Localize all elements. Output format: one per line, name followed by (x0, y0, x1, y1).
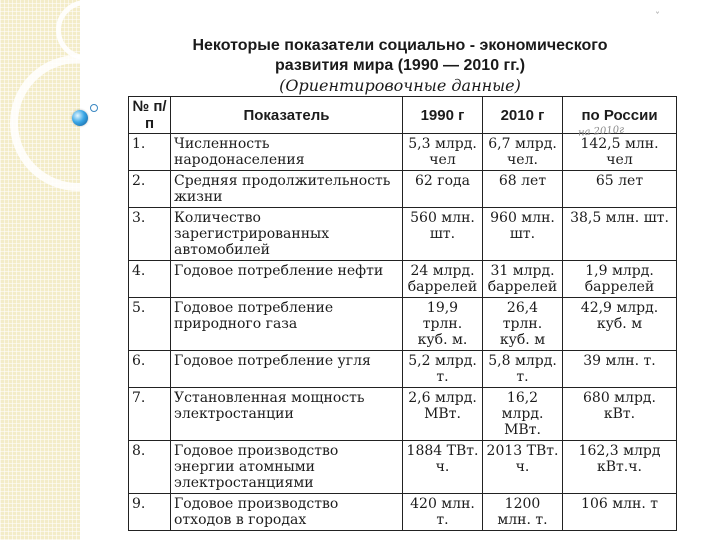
row-number: 2. (129, 171, 171, 208)
value-2010: 2013 ТВт. ч. (483, 441, 563, 494)
stray-mark: ˇ (655, 12, 660, 23)
row-indicator: Годовое потребление нефти (171, 261, 403, 298)
row-indicator: Установленная мощность электростанции (171, 388, 403, 441)
value-russia: 106 млн. т (563, 494, 677, 531)
title-subtitle: (Ориентировочные данные) (279, 76, 521, 95)
page-title (130, 36, 670, 96)
row-number: 9. (129, 494, 171, 531)
table-row (129, 494, 677, 531)
value-1990: 5,2 млрд. т. (403, 351, 483, 388)
row-number: 8. (129, 441, 171, 494)
value-1990: 5,3 млрд. чел (403, 134, 483, 171)
value-1990: 19,9 трлн. куб. м. (403, 298, 483, 351)
value-1990: 1884 ТВт. ч. (403, 441, 483, 494)
value-russia: 142,5 млн. чел (563, 134, 677, 171)
table-row (129, 134, 677, 171)
decorative-small-circle-icon (90, 104, 98, 112)
header-2010: 2010 г (483, 97, 563, 134)
table-row (129, 171, 677, 208)
value-2010: 68 лет (483, 171, 563, 208)
row-indicator: Годовое потребление природного газа (171, 298, 403, 351)
value-russia: 38,5 млн. шт. (563, 208, 677, 261)
header-indicator: Показатель (171, 97, 403, 134)
value-2010: 26,4 трлн. куб. м (483, 298, 563, 351)
value-1990: 62 года (403, 171, 483, 208)
row-number: 5. (129, 298, 171, 351)
value-1990: 24 млрд. баррелей (403, 261, 483, 298)
row-indicator: Численность народонаселения (171, 134, 403, 171)
value-2010: 31 млрд. баррелей (483, 261, 563, 298)
value-2010: 5,8 млрд. т. (483, 351, 563, 388)
table-row (129, 298, 677, 351)
header-number: № п/п (129, 97, 171, 134)
title-line-2: развития мира (1990 — 2010 гг.) (274, 57, 526, 74)
handwritten-note: на 2010г (577, 124, 625, 139)
row-number: 4. (129, 261, 171, 298)
row-indicator: Средняя продолжительность жизни (171, 171, 403, 208)
value-2010: 6,7 млрд. чел. (483, 134, 563, 171)
header-1990: 1990 г (403, 97, 483, 134)
value-russia: 162,3 млрд кВт.ч. (563, 441, 677, 494)
row-indicator: Годовое производство отходов в городах (171, 494, 403, 531)
title-line-1: Некоторые показатели социально - экономического (192, 37, 608, 54)
row-number: 6. (129, 351, 171, 388)
row-indicator: Количество зарегистрированных автомобилей (171, 208, 403, 261)
table-row (129, 208, 677, 261)
value-2010: 1200 млн. т. (483, 494, 563, 531)
row-indicator: Годовое потребление угля (171, 351, 403, 388)
row-number: 7. (129, 388, 171, 441)
value-russia: 39 млн. т. (563, 351, 677, 388)
value-1990: 420 млн. т. (403, 494, 483, 531)
table-row (129, 261, 677, 298)
value-russia: 65 лет (563, 171, 677, 208)
indicators-table (128, 96, 677, 531)
row-number: 3. (129, 208, 171, 261)
value-russia: 680 млрд. кВт. (563, 388, 677, 441)
decorative-ring (56, 0, 116, 60)
table-row (129, 441, 677, 494)
value-russia: 42,9 млрд. куб. м (563, 298, 677, 351)
value-2010: 16,2 млрд. МВт. (483, 388, 563, 441)
table-row (129, 351, 677, 388)
header-russia: по России (563, 97, 677, 134)
value-russia: 1,9 млрд. баррелей (563, 261, 677, 298)
decorative-ball-icon (72, 110, 88, 126)
value-1990: 2,6 млрд. МВт. (403, 388, 483, 441)
table-row (129, 388, 677, 441)
value-1990: 560 млн. шт. (403, 208, 483, 261)
row-indicator: Годовое производство энергии атомными электростанциями (171, 441, 403, 494)
value-2010: 960 млн. шт. (483, 208, 563, 261)
row-number: 1. (129, 134, 171, 171)
